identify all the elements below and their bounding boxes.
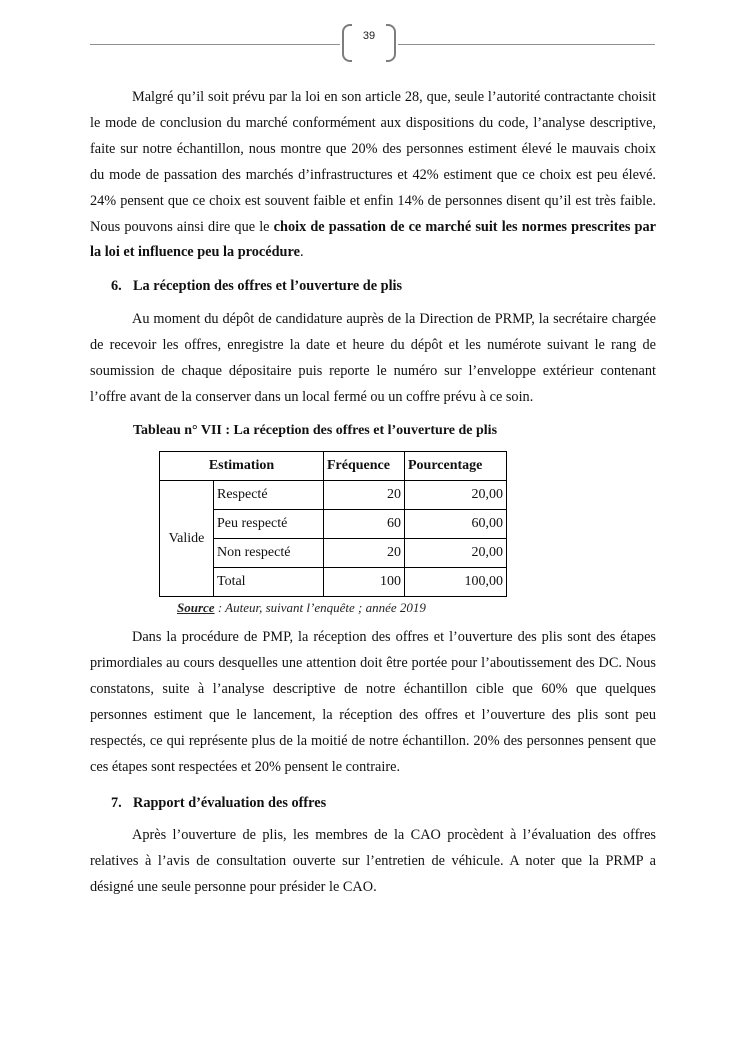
row-pourcentage: 20,00 <box>405 539 507 568</box>
page-number: 39 <box>362 30 376 42</box>
table-row <box>160 481 507 510</box>
section-heading-7 <box>111 795 326 812</box>
paragraph-intro-text: Malgré qu’il soit prévu par la loi en son article 28, que, seule l’autorité contractante choisit le mode de conclusion du marché conformément aux dispositions du code, l’analyse descriptive, faite sur notre échantillon, nous montre que 20% des personnes estiment élevé le mauvais choix du mode de passation des marchés d’infrastructures et 42% estiment que ce choix est peu élevé. 24% pensent que ce choix est souvent faible et enfin 14% de personnes disent qu’il est très faible. Nous pouvons ainsi dire que le <box>90 89 656 235</box>
table-title: Tableau n° VII : La réception des offres et l’ouverture de plis <box>133 423 498 438</box>
paragraph-analysis: Dans la procédure de PMP, la réception des offres et l’ouverture des plis sont des étapes primordiales au cours desquelles une attention doit être portée pour l’aboutissement des DC. Nous constatons, suite à l’analyse descriptive de notre échantillon cible que 60% que quelques personnes estiment que le lancement, la réception des offres et l’ouverture des plis sont peu respectés, ce qui représente plus de la moitié de notre échantillon. 20% des personnes pensent que ces étapes sont respectées et 20% pensent le contraire. <box>90 629 656 775</box>
source-label: Source <box>177 600 215 615</box>
row-pourcentage: 60,00 <box>405 510 507 539</box>
right-brace-icon <box>386 24 396 62</box>
source-text: : Auteur, suivant l’enquête ; année 2019 <box>214 600 426 615</box>
section-heading-6 <box>111 278 402 295</box>
page-header <box>90 22 655 66</box>
row-frequence: 20 <box>324 539 405 568</box>
row-pourcentage: 100,00 <box>405 568 507 597</box>
row-label: Respecté <box>214 481 324 510</box>
section-number: 6. <box>111 278 122 294</box>
header-rule-left <box>90 44 340 45</box>
section-title: Rapport d’évaluation des offres <box>133 795 327 811</box>
paragraph-evaluation: Après l’ouverture de plis, les membres de la CAO procèdent à l’évaluation des offres relatives à l’avis de consultation ouverte sur l’entretien de véhicule. A noter que la PRMP a désigné une seule personne pour présider le CAO. <box>90 827 656 895</box>
row-pourcentage: 20,00 <box>405 481 507 510</box>
row-label: Peu respecté <box>214 510 324 539</box>
paragraph-depot: Au moment du dépôt de candidature auprès de la Direction de PRMP, la secrétaire chargée de recevoir les offres, enregistre la date et heure du dépôt et les numérote suivant le rang de soumission de chaque dépositaire puis reporte le numéro sur l’enveloppe extérieur contenant l’offre avant de la conserver dans un local fermé ou un coffre prévu à ce soin. <box>90 311 656 405</box>
paragraph-intro-bold: choix de passation de ce marché suit les normes prescrites par la loi et influence peu la procédure <box>90 218 656 261</box>
header-pourcentage: Pourcentage <box>405 452 507 481</box>
paragraph-intro <box>90 85 656 266</box>
table-header-row <box>160 452 507 481</box>
reception-table <box>159 451 507 597</box>
section-title: La réception des offres et l’ouverture de plis <box>133 278 403 294</box>
left-brace-icon <box>342 24 352 62</box>
row-label: Total <box>214 568 324 597</box>
row-frequence: 20 <box>324 481 405 510</box>
table-source <box>177 600 426 616</box>
paragraph-intro-end: . <box>299 244 304 261</box>
row-label: Non respecté <box>214 539 324 568</box>
section-number: 7. <box>111 795 122 811</box>
header-frequence: Fréquence <box>324 452 405 481</box>
header-estimation: Estimation <box>160 452 324 481</box>
row-frequence: 100 <box>324 568 405 597</box>
row-frequence: 60 <box>324 510 405 539</box>
header-rule-right <box>398 44 655 45</box>
group-label-valide: Valide <box>160 481 214 597</box>
